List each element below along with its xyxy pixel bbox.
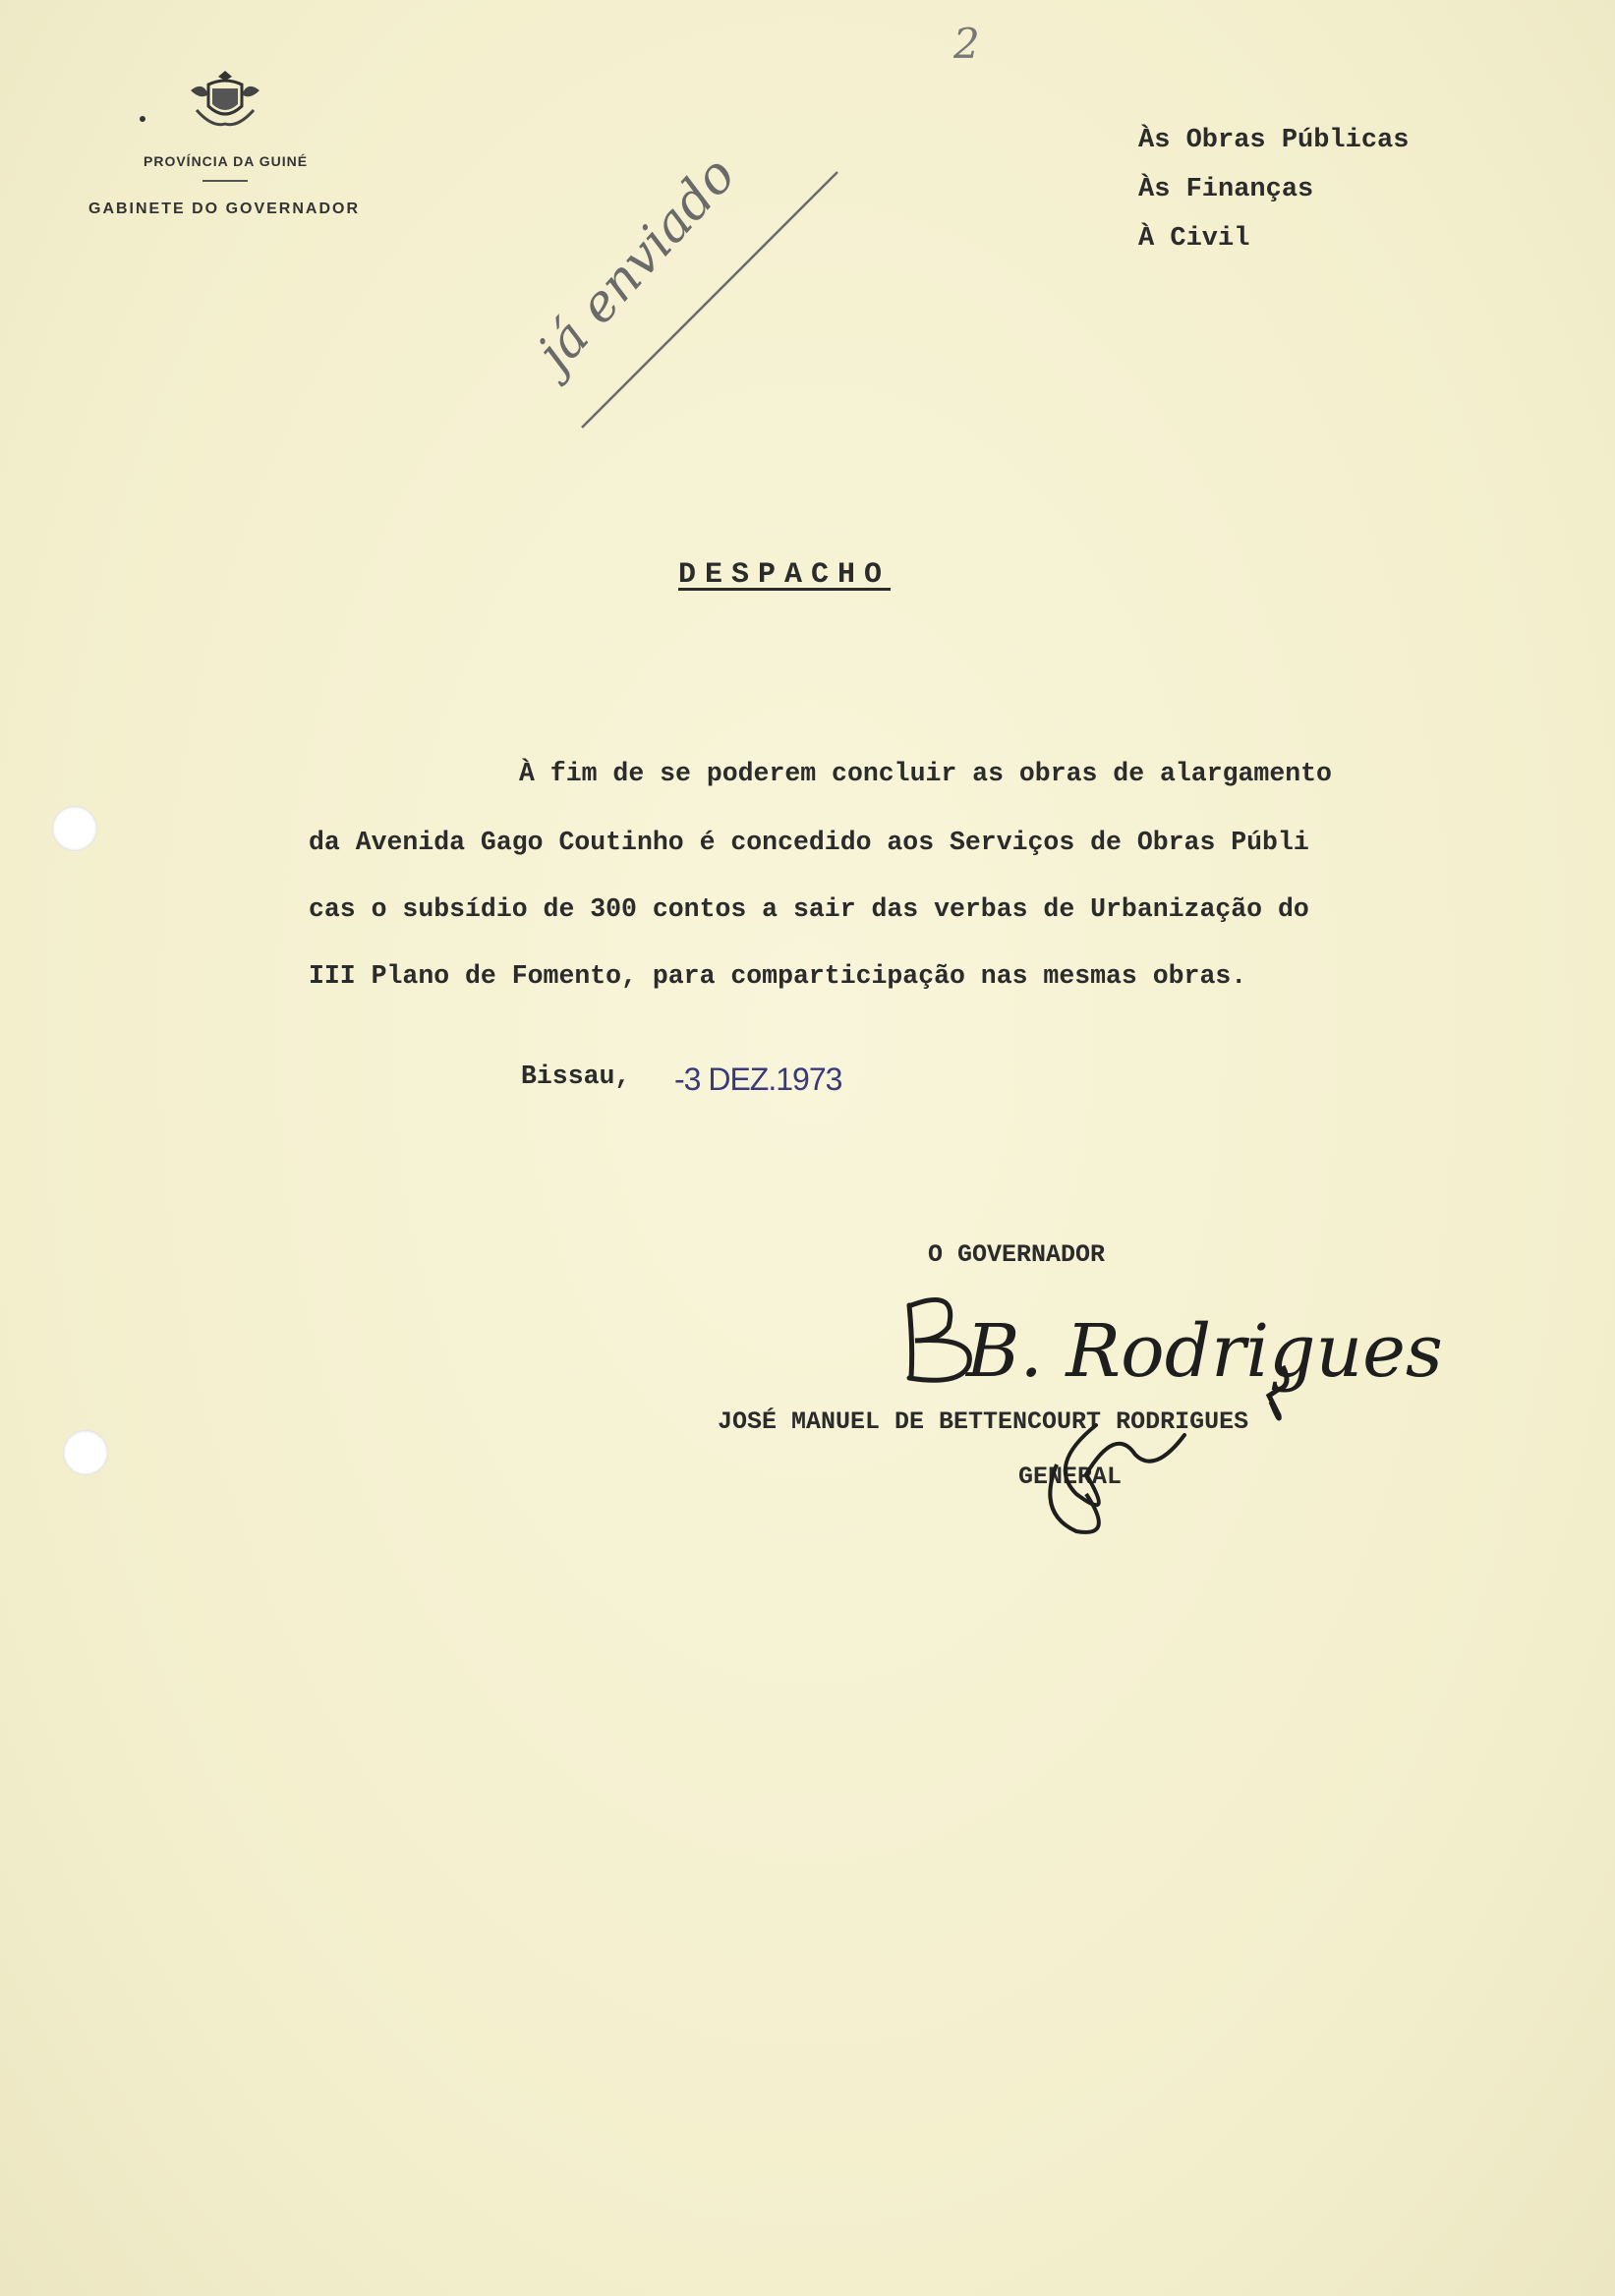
page-number: 2 xyxy=(953,20,980,68)
body-line: cas o subsídio de 300 contos a sair das verbas de Urbanização do xyxy=(309,894,1309,924)
recipient-line: Às Obras Públicas xyxy=(1138,126,1410,155)
recipient-line: Às Finanças xyxy=(1138,175,1314,204)
place-label: Bissau, xyxy=(521,1062,631,1091)
handwritten-note-text: já enviado xyxy=(526,145,748,382)
office-label: GABINETE DO GOVERNADOR xyxy=(88,201,361,217)
body-line: À fim de se poderem concluir as obras de alargamento xyxy=(519,759,1332,788)
body-line: III Plano de Fomento, para comparticipação nas mesmas obras. xyxy=(309,961,1247,991)
signature-text: B. Rodrigues xyxy=(966,1309,1443,1394)
signatory-role: O GOVERNADOR xyxy=(928,1240,1106,1269)
signatory-name: JOSÉ MANUEL DE BETTENCOURT RODRIGUES xyxy=(718,1407,1249,1436)
coat-of-arms-icon xyxy=(183,67,267,130)
punch-hole-upper xyxy=(52,806,97,851)
date-stamp: -3 DEZ.1973 xyxy=(674,1062,842,1097)
body-line: da Avenida Gago Coutinho é concedido aos Serviços de Obras Públi xyxy=(309,828,1309,857)
recipient-line: À Civil xyxy=(1138,224,1250,254)
document-title: DESPACHO xyxy=(678,558,892,592)
letterhead-separator xyxy=(202,180,248,182)
handwritten-annotation xyxy=(491,98,845,432)
signatory-rank: GENERAL xyxy=(1018,1463,1123,1491)
province-label: PROVÍNCIA DA GUINÉ xyxy=(144,153,309,169)
punch-hole-lower xyxy=(63,1430,108,1475)
handwritten-signature xyxy=(890,1268,1443,1543)
letterhead-dot xyxy=(140,116,145,122)
